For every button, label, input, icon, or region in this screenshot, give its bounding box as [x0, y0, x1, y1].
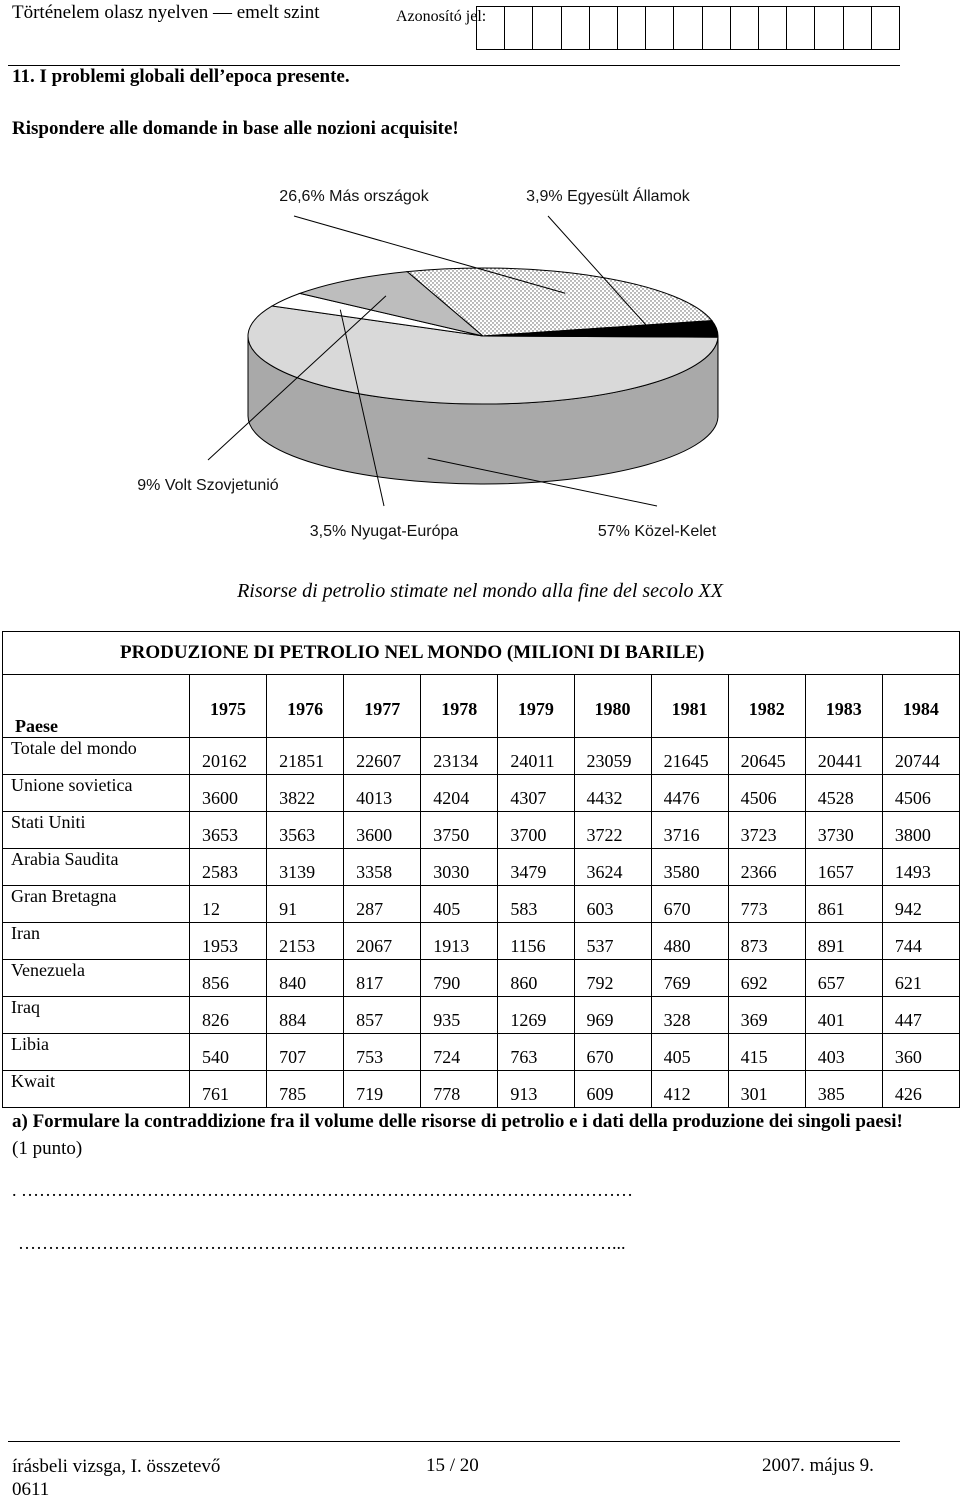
- value-cell: 4506: [882, 775, 959, 812]
- value-cell: 4013: [344, 775, 421, 812]
- value-cell: 20162: [190, 738, 267, 775]
- value-cell: 3139: [267, 849, 344, 886]
- answer-line-1[interactable]: . …………………………………………………………………………………………: [12, 1180, 633, 1201]
- value-cell: 3600: [344, 812, 421, 849]
- table-row: [3, 849, 960, 886]
- value-cell: 405: [651, 1034, 728, 1071]
- value-cell: 3030: [421, 849, 498, 886]
- question-a: [12, 1108, 912, 1162]
- value-cell: 744: [882, 923, 959, 960]
- value-cell: 1156: [498, 923, 574, 960]
- value-cell: 603: [574, 886, 651, 923]
- value-cell: 670: [574, 1034, 651, 1071]
- value-cell: 23059: [574, 738, 651, 775]
- value-cell: 670: [651, 886, 728, 923]
- year-header: 1979: [498, 675, 574, 738]
- value-cell: 3723: [728, 812, 805, 849]
- table-row: [3, 886, 960, 923]
- value-cell: 753: [344, 1034, 421, 1071]
- table-row: [3, 775, 960, 812]
- value-cell: 969: [574, 997, 651, 1034]
- pie-slice-label: 3,9% Egyesült Államok: [526, 186, 691, 205]
- value-cell: 856: [190, 960, 267, 997]
- value-cell: 4432: [574, 775, 651, 812]
- value-cell: 761: [190, 1071, 267, 1108]
- value-cell: 4307: [498, 775, 574, 812]
- country-cell: Iraq: [3, 997, 190, 1034]
- value-cell: 21851: [267, 738, 344, 775]
- value-cell: 3722: [574, 812, 651, 849]
- value-cell: 1493: [882, 849, 959, 886]
- value-cell: 24011: [498, 738, 574, 775]
- value-cell: 3730: [805, 812, 882, 849]
- value-cell: 790: [421, 960, 498, 997]
- value-cell: 873: [728, 923, 805, 960]
- year-header: 1980: [574, 675, 651, 738]
- footer-exam-name: írásbeli vizsga, I. összetevő: [12, 1455, 220, 1478]
- year-header: 1984: [882, 675, 959, 738]
- table-row: [3, 960, 960, 997]
- pie-slice-label: 57% Közel-Kelet: [598, 523, 717, 540]
- value-cell: 913: [498, 1071, 574, 1108]
- value-cell: 3653: [190, 812, 267, 849]
- value-cell: 91: [267, 886, 344, 923]
- value-cell: 2583: [190, 849, 267, 886]
- instruction: Rispondere alle domande in base alle nozioni acquisite!: [12, 118, 459, 140]
- footer-date: 2007. május 9.: [762, 1455, 874, 1477]
- table-row: [3, 1034, 960, 1071]
- answer-line-2[interactable]: ………………………………………………………………………………………...: [18, 1233, 626, 1254]
- value-cell: 4476: [651, 775, 728, 812]
- value-cell: 412: [651, 1071, 728, 1108]
- pie-tops: [248, 268, 718, 404]
- value-cell: 3800: [882, 812, 959, 849]
- value-cell: 4204: [421, 775, 498, 812]
- value-cell: 3700: [498, 812, 574, 849]
- value-cell: 12: [190, 886, 267, 923]
- value-cell: 719: [344, 1071, 421, 1108]
- value-cell: 1657: [805, 849, 882, 886]
- country-cell: Gran Bretagna: [3, 886, 190, 923]
- value-cell: 403: [805, 1034, 882, 1071]
- table-row: [3, 738, 960, 775]
- value-cell: 22607: [344, 738, 421, 775]
- value-cell: 369: [728, 997, 805, 1034]
- footer-page: 15 / 20: [426, 1455, 479, 1477]
- table-row: [3, 997, 960, 1034]
- value-cell: 537: [574, 923, 651, 960]
- value-cell: 792: [574, 960, 651, 997]
- pie-slice-label: 9% Volt Szovjetunió: [137, 477, 279, 494]
- value-cell: 3358: [344, 849, 421, 886]
- value-cell: 21645: [651, 738, 728, 775]
- value-cell: 3822: [267, 775, 344, 812]
- value-cell: 23134: [421, 738, 498, 775]
- value-cell: 860: [498, 960, 574, 997]
- value-cell: 724: [421, 1034, 498, 1071]
- paese-header: Paese: [3, 675, 190, 738]
- value-cell: 328: [651, 997, 728, 1034]
- value-cell: 763: [498, 1034, 574, 1071]
- table-row: [3, 812, 960, 849]
- value-cell: 785: [267, 1071, 344, 1108]
- section-title: 11. I problemi globali dell’epoca presente.: [12, 66, 350, 88]
- value-cell: 3716: [651, 812, 728, 849]
- value-cell: 2366: [728, 849, 805, 886]
- pie-slice-label: 3,5% Nyugat-Európa: [310, 523, 459, 540]
- value-cell: 2067: [344, 923, 421, 960]
- year-header: 1976: [267, 675, 344, 738]
- value-cell: 826: [190, 997, 267, 1034]
- country-cell: Stati Uniti: [3, 812, 190, 849]
- footer-rule: [8, 1441, 900, 1442]
- country-cell: Kwait: [3, 1071, 190, 1108]
- table-row: [3, 923, 960, 960]
- value-cell: 540: [190, 1034, 267, 1071]
- footer-exam: [12, 1455, 220, 1501]
- id-boxes[interactable]: [476, 6, 900, 50]
- value-cell: 621: [882, 960, 959, 997]
- value-cell: 426: [882, 1071, 959, 1108]
- value-cell: 817: [344, 960, 421, 997]
- value-cell: 405: [421, 886, 498, 923]
- country-cell: Libia: [3, 1034, 190, 1071]
- year-header: 1981: [651, 675, 728, 738]
- value-cell: 385: [805, 1071, 882, 1108]
- value-cell: 20744: [882, 738, 959, 775]
- value-cell: 287: [344, 886, 421, 923]
- value-cell: 4506: [728, 775, 805, 812]
- value-cell: 840: [267, 960, 344, 997]
- pie-slice-label: 26,6% Más országok: [279, 188, 429, 205]
- country-cell: Venezuela: [3, 960, 190, 997]
- value-cell: 707: [267, 1034, 344, 1071]
- value-cell: 3750: [421, 812, 498, 849]
- country-cell: Unione sovietica: [3, 775, 190, 812]
- value-cell: 861: [805, 886, 882, 923]
- value-cell: 1269: [498, 997, 574, 1034]
- value-cell: 3580: [651, 849, 728, 886]
- year-header: 1978: [421, 675, 498, 738]
- value-cell: 692: [728, 960, 805, 997]
- value-cell: 583: [498, 886, 574, 923]
- value-cell: 415: [728, 1034, 805, 1071]
- value-cell: 942: [882, 886, 959, 923]
- value-cell: 20645: [728, 738, 805, 775]
- value-cell: 773: [728, 886, 805, 923]
- value-cell: 657: [805, 960, 882, 997]
- chart-caption: Risorse di petrolio stimate nel mondo alla fine del secolo XX: [0, 580, 960, 603]
- footer-code: 0611: [12, 1478, 220, 1501]
- pie-chart: [0, 170, 960, 570]
- value-cell: 1913: [421, 923, 498, 960]
- value-cell: 3624: [574, 849, 651, 886]
- table-row: [3, 1071, 960, 1108]
- value-cell: 401: [805, 997, 882, 1034]
- year-header: 1975: [190, 675, 267, 738]
- value-cell: 857: [344, 997, 421, 1034]
- country-cell: Totale del mondo: [3, 738, 190, 775]
- year-header: 1977: [344, 675, 421, 738]
- value-cell: 4528: [805, 775, 882, 812]
- value-cell: 891: [805, 923, 882, 960]
- country-cell: Arabia Saudita: [3, 849, 190, 886]
- value-cell: 480: [651, 923, 728, 960]
- question-a-points: (1 punto): [12, 1138, 82, 1159]
- value-cell: 20441: [805, 738, 882, 775]
- question-a-text: a) Formulare la contraddizione fra il volume delle risorse di petrolio e i dati della produzione dei singoli paesi!: [12, 1111, 903, 1132]
- value-cell: 884: [267, 997, 344, 1034]
- value-cell: 2153: [267, 923, 344, 960]
- value-cell: 3563: [267, 812, 344, 849]
- value-cell: 1953: [190, 923, 267, 960]
- production-table: [2, 631, 960, 1108]
- value-cell: 447: [882, 997, 959, 1034]
- value-cell: 778: [421, 1071, 498, 1108]
- country-cell: Iran: [3, 923, 190, 960]
- value-cell: 301: [728, 1071, 805, 1108]
- value-cell: 3600: [190, 775, 267, 812]
- year-header: 1982: [728, 675, 805, 738]
- value-cell: 609: [574, 1071, 651, 1108]
- table-title: PRODUZIONE DI PETROLIO NEL MONDO (MILIONI DI BARILE): [3, 632, 960, 675]
- value-cell: 360: [882, 1034, 959, 1071]
- value-cell: 769: [651, 960, 728, 997]
- id-label: Azonosító jel:: [396, 6, 506, 28]
- year-header: 1983: [805, 675, 882, 738]
- value-cell: 935: [421, 997, 498, 1034]
- exam-subject: Történelem olasz nyelven — emelt szint: [12, 2, 320, 24]
- value-cell: 3479: [498, 849, 574, 886]
